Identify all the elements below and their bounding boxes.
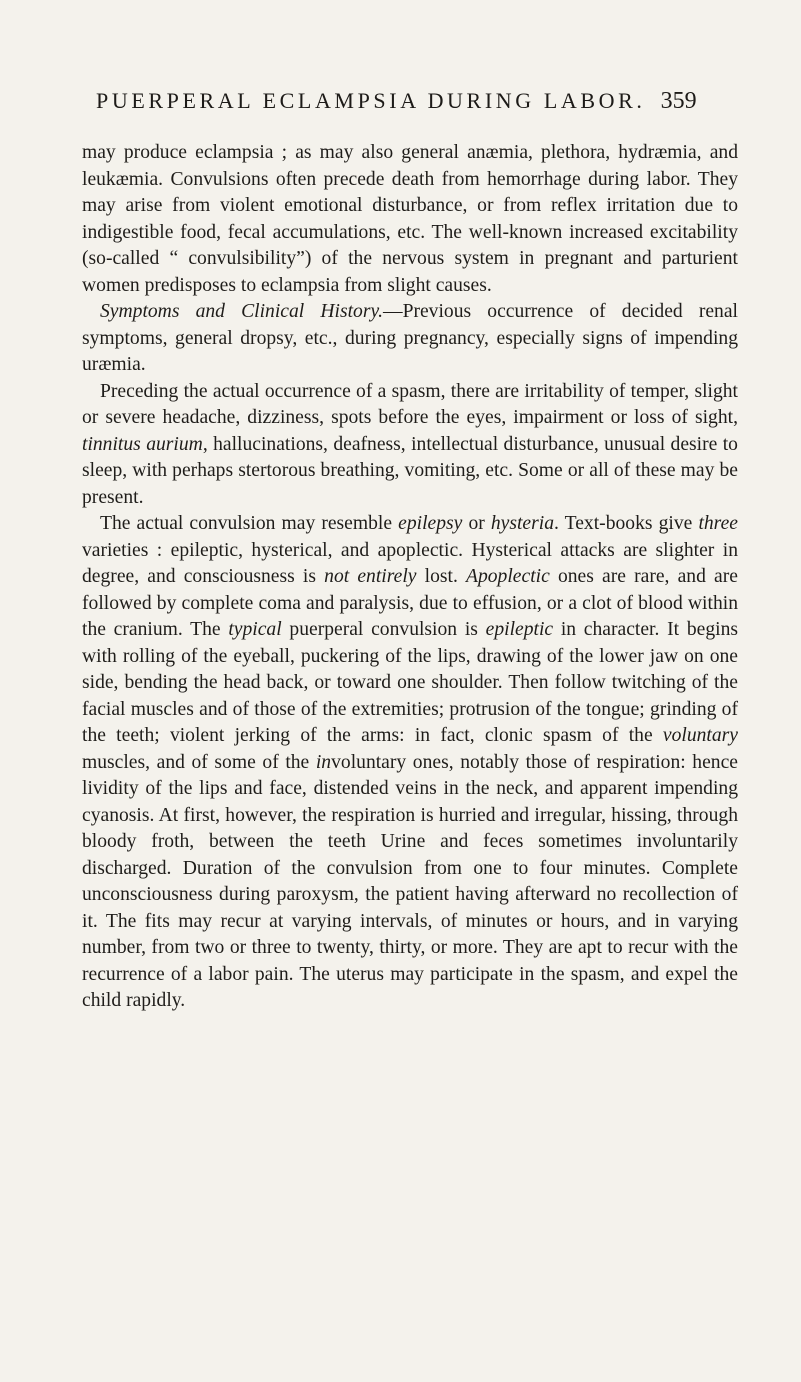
text-run: , hallucinations, deafness, intellectual disturbance, unusual desire to sleep, with perhaps stertorous breathing, vomiting, etc. Some or all of these may be present. [82, 433, 738, 508]
paragraph [82, 379, 738, 512]
italic-run: Apoplectic [466, 566, 550, 587]
text-run: may produce eclampsia ; as may also general anæmia, plethora, hydræmia, and leukæmia. Convulsions often precede death from hemorrhage during labor. They may arise from violent emotional disturbance, or from reflex irritation due to indigestible food, fecal accumulations, etc. The well-known increased excitability (so-called “ convulsibility”) of the nervous system in pregnant and parturient women predisposes to eclampsia from slight causes. [82, 142, 738, 296]
text-run: or [462, 513, 491, 534]
italic-run: in [315, 751, 332, 773]
running-head-title: PUERPERAL ECLAMPSIA DURING LABOR. [96, 88, 646, 113]
text-run: The actual convulsion may resemble [100, 513, 399, 534]
running-head [96, 88, 736, 115]
text-run: —Previous occurrence of decided renal symptoms, general dropsy, etc., during pregnancy, especially signs of impending uræmia. [82, 301, 738, 375]
italic-run: tinnitus aurium [82, 433, 203, 455]
italic-run: voluntary [662, 725, 738, 746]
italic-run: hysteria [490, 513, 554, 534]
body-text [82, 140, 738, 1015]
text-run: in character. It begins with rolling of the eyeball, puckering of the lips, drawing of the lower jaw on one side, bending the head back, or toward one shoulder. Then follow twitching of the facial muscles and of those of the extremities; protrusion of the tongue; grinding of the teeth; violent jerking of the arms: in fact, clonic spasm of the [82, 619, 738, 746]
text-run: puerperal convulsion is [281, 619, 486, 640]
text-run: lost. [416, 566, 466, 587]
text-run: voluntary ones, notably those of respiration: hence lividity of the lips and face, distended veins in the neck, and apparent impending cyanosis. At first, however, the respiration is hurried and irregular, hissing, through bloody froth, between the teeth Urine and feces sometimes involuntarily discharged. Duration of the convulsion from one to four minutes. Complete unconsciousness during paroxysm, the patient having afterward no recollection of it. The fits may recur at varying intervals, of minutes or hours, and in varying number, from two or three to twenty, thirty, or more. They are apt to recur with the recurrence of a labor pain. The uterus may participate in the spasm, and expel the child rapidly. [82, 751, 738, 1011]
italic-run: Symptoms and Clinical History. [100, 301, 383, 322]
paragraph [82, 140, 738, 299]
text-run: varieties : epileptic, hysterical, and apoplectic. Hysterical attacks are slighter in degree, and consciousness is [82, 539, 738, 587]
italic-run: epilepsy [398, 513, 463, 534]
text-run: ones are rare, and are followed by complete coma and paralysis, due to effusion, or a clot of blood within the cranium. The [82, 566, 738, 640]
text-run: Preceding the actual occurrence of a spasm, there are irritability of temper, slight or severe headache, dizziness, spots before the eyes, impairment or loss of sight, [82, 380, 738, 428]
text-run: . Text-books give [554, 513, 699, 534]
paragraph [82, 511, 738, 1015]
italic-run: three [698, 513, 738, 534]
paragraph [82, 299, 738, 379]
page-number: 359 [660, 88, 697, 114]
italic-run: not entirely [324, 566, 417, 587]
italic-run: epileptic [485, 619, 554, 640]
text-run: muscles, and of some of the [82, 751, 316, 773]
italic-run: typical [228, 619, 282, 640]
